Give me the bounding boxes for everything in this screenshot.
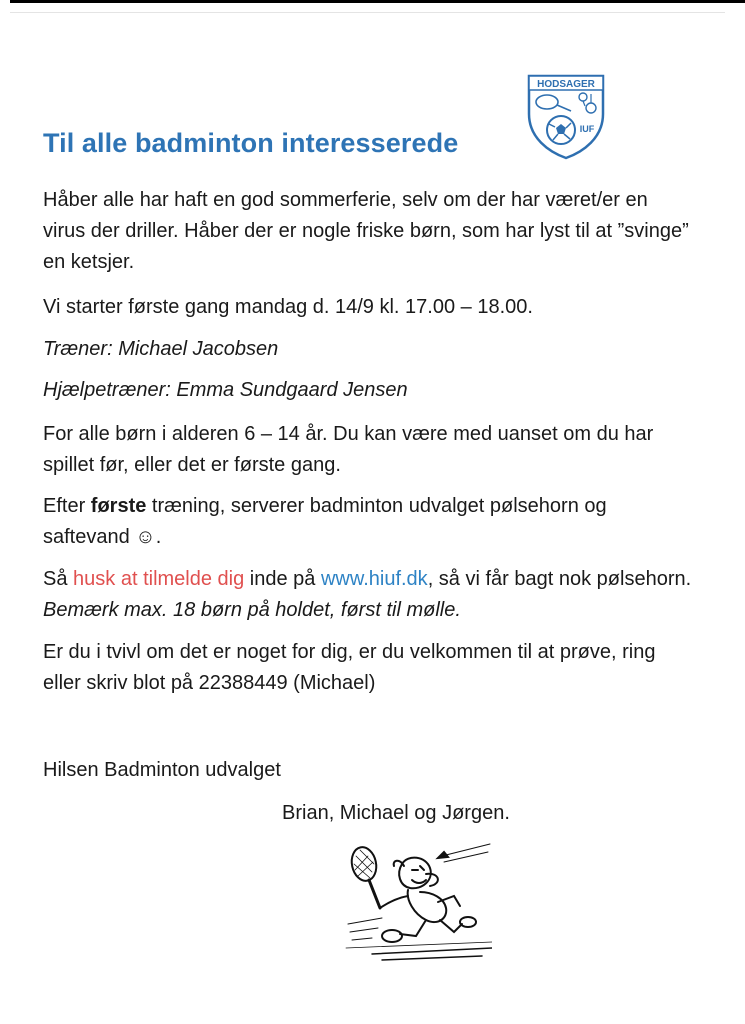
svg-text:IUF: IUF bbox=[579, 124, 595, 134]
top-rule bbox=[10, 0, 745, 3]
badminton-player-illustration bbox=[342, 836, 492, 966]
contact-paragraph: Er du i tvivl om det er noget for dig, er du velkommen til at prøve, ring eller skriv blot på 22388449 (Michael) bbox=[43, 641, 656, 694]
signers: Brian, Michael og Jørgen. bbox=[282, 802, 510, 824]
assistant-trainer-line: Hjælpetræner: Emma Sundgaard Jensen bbox=[43, 379, 408, 401]
intro-paragraph: Håber alle har haft en god sommerferie, selv om der har været/er en virus der driller. Håber der er nogle friske børn, som har lyst til at ”svinge” en ketsjer. bbox=[43, 189, 689, 273]
top-rule-faint bbox=[10, 12, 725, 13]
svg-text:HODSAGER: HODSAGER bbox=[537, 79, 595, 90]
signup-text-1: Så bbox=[43, 568, 74, 590]
signup-text-2: inde på bbox=[244, 568, 321, 590]
treat-paragraph bbox=[43, 491, 693, 553]
treat-text-after: træning, serverer badminton udvalget pølsehorn og saftevand ☺. bbox=[43, 495, 607, 548]
signup-highlight: husk at tilmelde dig bbox=[73, 568, 245, 590]
signup-note: Bemærk max. 18 børn på holdet, først til mølle. bbox=[43, 599, 461, 621]
age-paragraph: For alle børn i alderen 6 – 14 år. Du kan være med uanset om du har spillet før, eller det er første gang. bbox=[43, 423, 654, 476]
treat-text-before: Efter bbox=[43, 495, 91, 517]
greeting: Hilsen Badminton udvalget bbox=[43, 759, 281, 781]
trainer-line: Træner: Michael Jacobsen bbox=[43, 338, 279, 360]
website-link[interactable]: www.hiuf.dk bbox=[320, 568, 428, 590]
hodsager-iuf-logo bbox=[525, 72, 607, 160]
signup-text-3: , så vi får bagt nok pølsehorn. bbox=[427, 568, 692, 590]
signup-paragraph bbox=[43, 564, 693, 626]
page-title: Til alle badminton interesserede bbox=[43, 128, 459, 158]
start-date-paragraph: Vi starter første gang mandag d. 14/9 kl. 17.00 – 18.00. bbox=[43, 296, 533, 318]
treat-text-bold: første bbox=[90, 495, 147, 517]
